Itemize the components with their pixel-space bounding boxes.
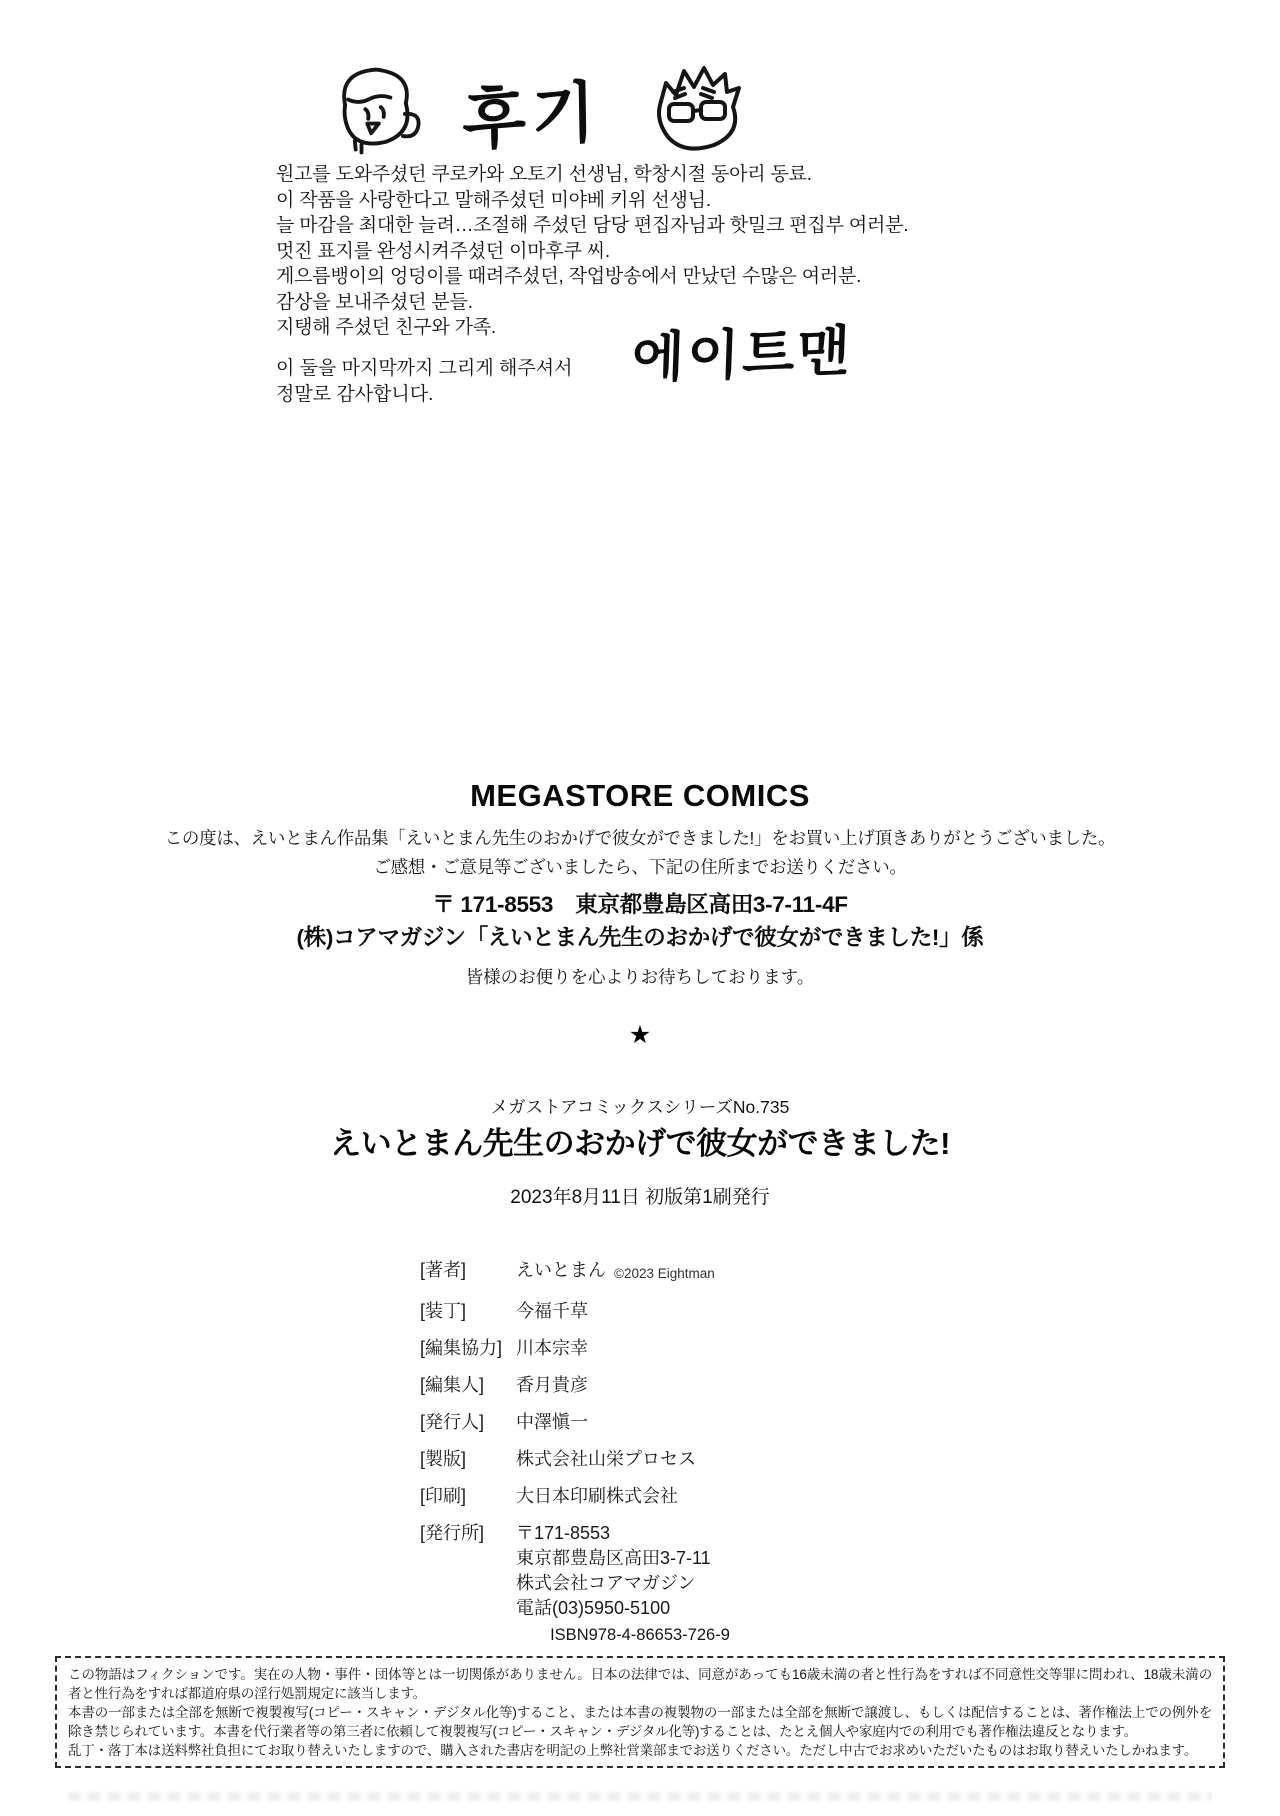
credit-row-printing: [420, 1484, 715, 1508]
replacement-policy: 乱丁・落丁本は送料弊社負担にてお取り替えいたしますので、購入された書店を明記の上弊社営業部までお送りください。ただし中古でお求めいただいたものはお取り替えいたしかねます。: [68, 1743, 1198, 1758]
book-title: えいとまん先生のおかげで彼女ができました!: [330, 1126, 950, 1161]
thanks-line: 이 작품을 사랑한다고 말해주셨던 미야베 키위 선생님.: [276, 189, 711, 211]
print-date: 2023年8月11日 初版第1刷発行: [510, 1187, 770, 1208]
thanks-paragraph: [276, 162, 908, 341]
credit-value: 大日本印刷株式会社: [516, 1486, 678, 1506]
publisher-phone: 電話(03)5950-5100: [516, 1598, 671, 1618]
credit-label: [発行人]: [420, 1412, 485, 1432]
reader-notice-line: ご感想・ご意見等ございましたら、下記の住所までお送りください。: [373, 857, 907, 877]
afterword-header: [322, 52, 772, 172]
reader-notice-line: この度は、えいとまん作品集「えいとまん先生のおかげで彼女ができました!」をお買い上げ頂きありがとうございました。: [164, 828, 1116, 848]
scan-artifact: [68, 1792, 1212, 1801]
publisher-company: 株式会社コアマガジン: [516, 1573, 696, 1593]
credit-row-issuer: [420, 1410, 715, 1434]
fiction-disclaimer: この物語はフィクションです。実在の人物・事件・団体等とは一切関係がありません。日本の法律では、同意があっても16歳未満の者と性行為をすれば不同意性交等罪に問われ、18歳未満の者と性行為をすれば都道府県の淫行処罰規定に該当します。: [68, 1667, 1212, 1701]
publisher-street: 東京都豊島区高田3-7-11: [516, 1548, 711, 1568]
credit-row-editor: [420, 1373, 715, 1397]
credit-label: [編集協力]: [420, 1338, 503, 1358]
thanks-line: 감상을 보내주셨던 분들.: [276, 291, 473, 313]
copyright-note: ©2023 Eightman: [614, 1266, 715, 1281]
reader-notice: [0, 824, 1280, 882]
afterword-title: 후기: [461, 74, 602, 158]
credit-value: えいとまん: [516, 1260, 606, 1280]
author-signature: 에이트맨: [631, 321, 854, 389]
thanks-line: 늘 마감을 최대한 늘려…조절해 주셨던 담당 편집자님과 핫밀크 편집부 여러분.: [276, 215, 909, 236]
legal-notice-box: [55, 1656, 1225, 1768]
boy-doodle-icon: [636, 57, 752, 167]
closing-line: 정말로 감사합니다.: [276, 384, 434, 405]
credit-label: [編集人]: [420, 1375, 485, 1395]
closing-line: 이 둘을 마지막까지 그리게 해주셔서: [276, 358, 573, 379]
isbn-number: ISBN978-4-86653-726-9: [550, 1626, 730, 1644]
postal-address-line: 〒 171-8553 東京都豊島区高田3-7-11-4F: [432, 892, 848, 917]
credit-label: [発行所]: [420, 1523, 485, 1543]
credit-row-author: [420, 1258, 715, 1286]
girl-doodle-icon: [322, 58, 428, 166]
credit-label: [印刷]: [420, 1486, 467, 1506]
credit-value: 中澤愼一: [516, 1412, 588, 1432]
credit-value: 香月貴彦: [516, 1375, 588, 1395]
credit-row-edit-support: [420, 1336, 715, 1360]
letters-welcome-line: 皆様のお便りを心よりお待ちしております。: [465, 967, 815, 987]
thanks-line: 원고를 도와주셨던 쿠로카와 오토기 선생님, 학창시절 동아리 동료.: [276, 164, 812, 185]
star-icon: ★: [628, 1021, 652, 1049]
copyright-warning: 本書の一部または全部を無断で複製複写(コピー・スキャン・デジタル化等)すること、または本書の複製物の一部または全部を無断で譲渡し、もしくは配信することは、著作権法上での例外を除き禁じられています。本書を代行業者等の第三者に依頼して複製複写(コピー・スキャン・デジタル化等)することは、たとえ個人や家庭内での利用でも著作権法違反となります。: [68, 1705, 1212, 1739]
publisher-details: [516, 1521, 711, 1621]
credits-list: [420, 1258, 715, 1634]
series-number: メガストアコミックスシリーズNo.735: [490, 1097, 790, 1117]
publisher-address-line: (株)コアマガジン「えいとまん先生のおかげで彼女ができました!」係: [296, 925, 984, 950]
credit-value: 川本宗幸: [516, 1338, 588, 1358]
mailing-address: [0, 888, 1280, 954]
credit-row-plate: [420, 1447, 715, 1471]
closing-paragraph: [276, 356, 572, 408]
thanks-line: 게으름뱅이의 엉덩이를 때려주셨던, 작업방송에서 만났던 수많은 여러분.: [276, 266, 862, 287]
credit-row-publisher: [420, 1521, 715, 1621]
thanks-line: 멋진 표지를 완성시켜주셨던 이마후쿠 씨.: [276, 240, 611, 262]
credit-row-design: [420, 1299, 715, 1323]
credit-label: [装丁]: [420, 1301, 467, 1321]
credit-label: [製版]: [420, 1449, 467, 1469]
thanks-line: 지탱해 주셨던 친구와 가족.: [276, 317, 497, 338]
credit-value: 今福千草: [516, 1301, 588, 1321]
publisher-postal: 〒171-8553: [516, 1523, 611, 1543]
credit-value: 株式会社山栄プロセス: [516, 1449, 696, 1469]
imprint-logo-text: MEGASTORE COMICS: [470, 778, 810, 813]
credit-label: [著者]: [420, 1260, 467, 1280]
